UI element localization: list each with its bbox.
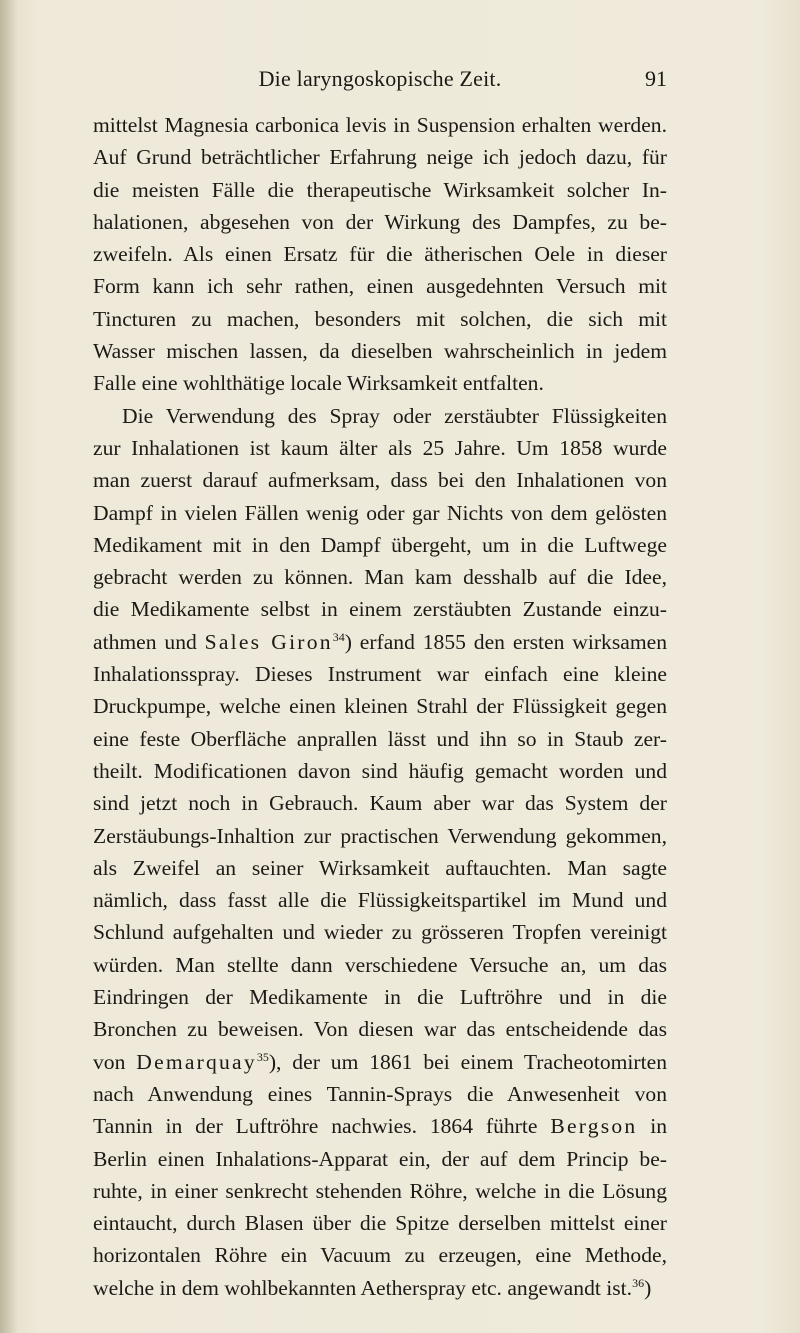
page-header <box>93 66 667 102</box>
line-text: ), der um 1861 bei einem Tracheotomirten <box>268 1049 668 1074</box>
text-line: eintaucht, durch Blasen über die Spitze derselben mittelst einer <box>93 1211 667 1236</box>
footnote-ref: 34 <box>332 629 345 644</box>
text-line: Eindringen der Medikamente in die Luftröhre und in die <box>93 985 667 1010</box>
author-name: Demarquay <box>136 1049 257 1074</box>
text-line: Medikament mit in den Dampf übergeht, um in die Luftwege <box>93 532 667 557</box>
text-line: Bronchen zu beweisen. Von diesen war das entscheidende das <box>93 1017 667 1042</box>
text-line: eine feste Oberfläche anprallen lässt und ihn so in Staub zer- <box>93 726 667 751</box>
author-name: Sales Giron <box>204 629 333 654</box>
text-line: Form kann ich sehr rathen, einen ausgedehnten Versuch mit <box>93 274 667 299</box>
text-line: nach Anwendung eines Tannin-Sprays die Anwesenheit von <box>93 1081 667 1106</box>
text-line: Falle eine wohlthätige locale Wirksamkeit entfalten. <box>93 371 544 396</box>
text-line: mittelst Magnesia carbonica levis in Suspension erhalten werden. <box>93 113 667 137</box>
text-line: nämlich, dass fasst alle die Flüssigkeitspartikel im Mund und <box>93 888 667 913</box>
text-line: theilt. Modificationen davon sind häufig gemacht worden und <box>93 758 667 783</box>
text-line: Dampf in vielen Fällen wenig oder gar Nichts von dem gelösten <box>93 500 667 525</box>
text-line: horizontalen Röhre ein Vacuum zu erzeugen, eine Methode, <box>93 1243 667 1268</box>
running-title: Die laryngoskopische Zeit. <box>258 66 502 91</box>
text-line <box>93 626 667 658</box>
footnote-ref: 35 <box>256 1049 269 1064</box>
text-line: halationen, abgesehen von der Wirkung des Dampfes, zu be- <box>93 209 667 234</box>
text-line: Druckpumpe, welche einen kleinen Strahl der Flüssigkeit gegen <box>93 694 667 719</box>
footnote-ref: 36 <box>632 1275 645 1290</box>
text-line: ruhte, in einer senkrecht stehenden Röhre, welche in die Lösung <box>93 1178 667 1203</box>
text-line: Zerstäubungs-Inhaltion zur practischen Verwendung gekommen, <box>93 823 667 848</box>
text-line: zweifeln. Als einen Ersatz für die ätherischen Oele in dieser <box>93 242 667 267</box>
text-line: Wasser mischen lassen, da dieselben wahrscheinlich in jedem <box>93 339 667 364</box>
text-line <box>93 1272 667 1304</box>
text-line: die meisten Fälle die therapeutische Wirksamkeit solcher In- <box>93 177 667 202</box>
text-line: Schlund aufgehalten und wieder zu grösseren Tropfen vereinigt <box>93 920 667 945</box>
author-name: Bergson <box>550 1114 638 1139</box>
text-line: man zuerst darauf aufmerksam, dass bei den Inhalationen von <box>93 468 667 493</box>
text-line: Auf Grund beträchtlicher Erfahrung neige ich jedoch dazu, für <box>93 145 667 170</box>
text-line: gebracht werden zu können. Man kam desshalb auf die Idee, <box>93 565 667 590</box>
page-binding-shadow <box>0 0 18 1333</box>
line-text: welche in dem wohlbekannten Aetherspray etc. angewandt ist. <box>93 1275 633 1300</box>
text-line: Die Verwendung des Spray oder zerstäubter Flüssigkeiten <box>122 403 667 428</box>
text-line: würden. Man stellte dann verschiedene Versuche an, um das <box>93 952 667 977</box>
text-line: die Medikamente selbst in einem zerstäubten Zustande einzu- <box>93 597 667 622</box>
text-line <box>93 1046 667 1078</box>
line-text: athmen und <box>93 629 197 654</box>
line-text: Tannin in der Luftröhre nachwies. 1864 führte <box>93 1114 538 1139</box>
text-line: zur Inhalationen ist kaum älter als 25 Jahre. Um 1858 wurde <box>93 435 667 460</box>
text-line: Berlin einen Inhalations-Apparat ein, der auf dem Princip be- <box>93 1146 667 1171</box>
text-line <box>93 1110 667 1142</box>
line-text: ) <box>644 1275 652 1300</box>
text-line: Inhalationsspray. Dieses Instrument war einfach eine kleine <box>93 662 667 687</box>
body-text <box>93 109 667 1304</box>
line-text: von <box>93 1049 126 1074</box>
text-line: Tincturen zu machen, besonders mit solchen, die sich mit <box>93 306 667 331</box>
page-number: 91 <box>645 66 667 91</box>
line-text: ) erfand 1855 den ersten wirksamen <box>344 629 667 654</box>
line-text: in <box>650 1114 667 1139</box>
text-line: als Zweifel an seiner Wirksamkeit auftauchten. Man sagte <box>93 855 667 880</box>
text-line: sind jetzt noch in Gebrauch. Kaum aber war das System der <box>93 791 667 816</box>
